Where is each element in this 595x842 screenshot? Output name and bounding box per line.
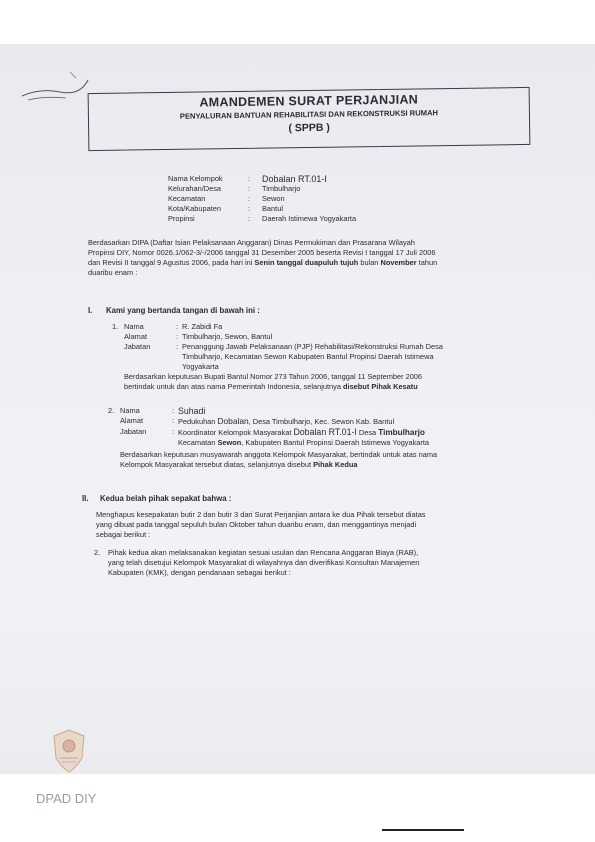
intro-line: duaribu enam :: [88, 268, 138, 277]
value-propinsi: Daerah Istimewa Yogyakarta: [262, 214, 357, 223]
party-2: 2. Nama : Suhadi Alamat : Pedukuhan Dobalan, Desa Timbulharjo, Kec. Sewon Kab. Bantul Jabatan : Koordinator Kelompok Masyarakat Dobalan RT.01-I Desa Timbulharjo Kecamatan Sewon, Kabupaten Bantul Propinsi Daerah Istimewa Yogyakarta: [108, 406, 542, 448]
label-desa: Kelurahan/Desa: [168, 184, 222, 193]
footer-rule: [382, 829, 464, 831]
value-desa: Timbulharjo: [262, 184, 301, 193]
scanned-page: [0, 44, 595, 774]
party-2-name: Suhadi: [178, 406, 206, 416]
party-1: 1. Nama : R. Zabidi Fa Alamat : Timbulharjo, Sewon, Bantul Jabatan : Penanggung Jawab Pelaksanaan (PJP) Rehabilitasi/Rekonstruksi Rumah Desa Timbulharjo, Kecamatan Sewon Kabupaten Bantul Propinsi Daerah Istimewa Yogyakarta: [112, 322, 540, 372]
identity-block: Nama Kelompok : Dobalan RT.01-I Kelurahan/Desa : Timbulharjo Kecamatan : Sewon Kota/Kabupaten : Bantul Propinsi : Daerah Istimewa Yogyakarta: [168, 174, 357, 223]
value-kelompok: Dobalan RT.01-I: [262, 174, 327, 184]
intro-paragraph: [88, 238, 538, 278]
party-2-basis: Berdasarkan keputusan musyawarah anggota Kelompok Masyarakat, bertindak untuk atas nama Kelompok Masyarakat tersebut diatas, selanjutnya disebut Pihak Kedua: [120, 450, 438, 469]
party-2-position: Koordinator Kelompok Masyarakat Dobalan RT.01-I Desa Timbulharjo: [178, 427, 425, 437]
document-title: AMANDEMEN SURAT PERJANJIAN: [199, 92, 419, 110]
document-code: ( SPPB ): [288, 121, 330, 135]
intro-line: Propinsi DIY, Nomor 0026.1/062-3/-/2006 tanggal 31 Desember 2005 beserta Revisi I tanggal 17 Juli 2006: [88, 248, 436, 257]
label-kelompok: Nama Kelompok: [168, 174, 223, 183]
party-1-position: Penanggung Jawab Pelaksanaan (PJP) Rehabilitasi/Rekonstruksi Rumah Desa: [182, 342, 443, 351]
value-kecamatan: Sewon: [262, 194, 285, 203]
label-kabupaten: Kota/Kabupaten: [168, 204, 222, 213]
watermark-text: DPAD DIY: [36, 791, 97, 806]
document-title-box: [88, 87, 531, 151]
document-subtitle: PENYALURAN BANTUAN REHABILITASI DAN REKONSTRUKSI RUMAH: [179, 108, 439, 121]
intro-line: Berdasarkan DIPA (Daftar Isian Pelaksanaan Anggaran) Dinas Permukiman dan Prasarana Wilayah: [88, 238, 415, 247]
section-1-heading: I. Kami yang bertanda tangan di bawah ini :: [88, 306, 260, 315]
party-2-address: Pedukuhan Dobalan, Desa Timbulharjo, Kec. Sewon Kab. Bantul: [178, 416, 395, 426]
handwritten-scribble: [20, 66, 90, 106]
section-2-heading: II. Kedua belah pihak sepakat bahwa :: [82, 494, 232, 503]
section-2-item: 2. Pihak kedua akan melaksanakan kegiatan sesuai usulan dan Rencana Anggaran Biaya (RAB), yang telah disetujui Kelompok Masyarakat di wilayahnya dan diverifikasi Konsultan Manajemen Kabupaten (KMK), dengan pendanaan sebagai berikut :: [94, 548, 420, 577]
party-1-address: Timbulharjo, Sewon, Bantul: [182, 332, 273, 341]
intro-line: dan Revisi II tanggal 9 Agustus 2006, pada hari ini Senin tanggal duapuluh tujuh bulan November tahun: [88, 258, 438, 267]
label-propinsi: Propinsi: [168, 214, 195, 223]
party-1-basis: Berdasarkan keputusan Bupati Bantul Nomor 273 Tahun 2006, tanggal 11 September 2006 bertindak untuk dan atas nama Pemerintah Indonesia, selanjutnya disebut Pihak Kesatu: [124, 372, 423, 391]
party-1-name: R. Zabidi Fa: [182, 322, 223, 331]
value-kabupaten: Bantul: [262, 204, 283, 213]
section-2-paragraph: Menghapus kesepakatan butir 2 dan butir 3 dari Surat Perjanjian antara ke dua Pihak tersebut diatas yang dibuat pada tanggal sepuluh bulan Oktober tahun duaribu enam, dan menggantinya menjadi sebagai berikut :: [96, 510, 426, 539]
coat-of-arms-logo: [50, 728, 88, 774]
label-kecamatan: Kecamatan: [168, 194, 206, 203]
